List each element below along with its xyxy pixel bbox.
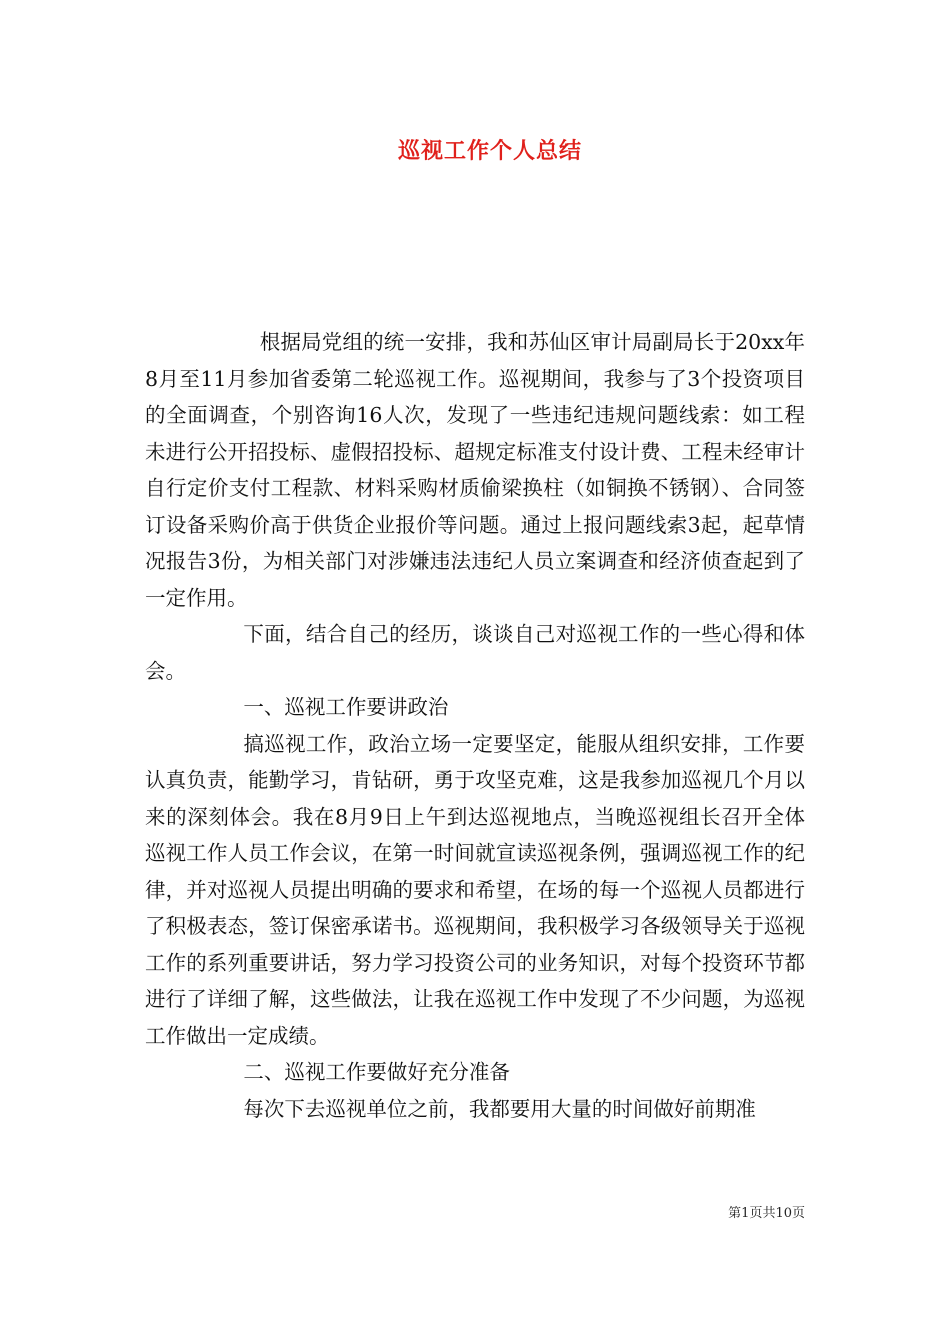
section-heading-2: 二、巡视工作要做好充分准备	[243, 1060, 510, 1084]
document-title: 巡视工作个人总结	[397, 138, 582, 164]
paragraph-transition: 下面，结合自己的经历，谈谈自己对巡视工作的一些心得和体会。	[145, 622, 805, 683]
section-heading-1: 一、巡视工作要讲政治	[243, 695, 449, 719]
page-number: 第1页共10页	[728, 1206, 805, 1221]
paragraph-section-1: 搞巡视工作，政治立场一定要坚定，能服从组织安排，工作要认真负责，能勤学习，肯钻研，勇于攻坚克难，这是我参加巡视几个月以来的深刻体会。我在8月9日上午到达巡视地点，当晚巡视组长召开全体巡视工作人员工作会议，在第一时间就宣读巡视条例，强调巡视工作的纪律，并对巡视人员提出明确的要求和希望，在场的每一个巡视人员都进行了积极表态，签订保密承诺书。巡视期间，我积极学习各级领导关于巡视工作的系列重要讲话，努力学习投资公司的业务知识，对每个投资环节都进行了详细了解，这些做法，让我在巡视工作中发现了不少问题，为巡视工作做出一定成绩。	[145, 731, 805, 1048]
paragraph-section-2: 每次下去巡视单位之前，我都要用大量的时间做好前期准	[243, 1096, 756, 1121]
document-body	[145, 324, 805, 1127]
paragraph-intro: 根据局党组的统一安排，我和苏仙区审计局副局长于20xx年8月至11月参加省委第二轮巡视工作。巡视期间，我参与了3个投资项目的全面调查，个别咨询16人次，发现了一些违纪违规问题线索：如工程未进行公开招投标、虚假招投标、超规定标准支付设计费、工程未经审计自行定价支付工程款、材料采购材质偷梁换柱（如铜换不锈钢）、合同签订设备采购价高于供货企业报价等问题。通过上报问题线索3起，起草情况报告3份，为相关部门对涉嫌违法违纪人员立案调查和经济侦查起到了一定作用。	[145, 330, 805, 610]
